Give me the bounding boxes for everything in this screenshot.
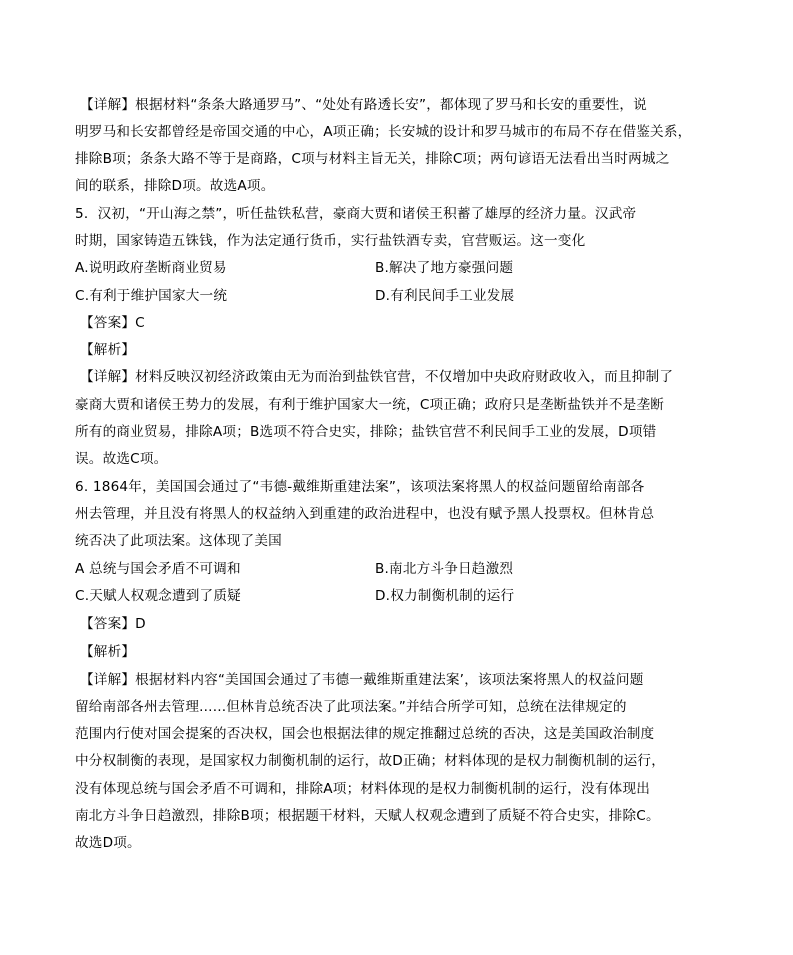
question-6-option-a: A 总统与国会矛盾不可调和 <box>75 561 241 577</box>
question-6-option-c: C.天赋人权观念遭到了质疑 <box>75 588 241 604</box>
explanation-q6-line-1: 【详解】根据材料内容“美国国会通过了韦德一戴维斯重建法案’，该项法案将黑人的权益问题 <box>80 672 644 688</box>
question-5-stem-line-2: 时期，国家铸造五铢钱，作为法定通行货币，实行盐铁酒专卖，官营贩运。这一变化 <box>75 233 586 249</box>
explanation-q4-line-2: 明罗马和长安都曾经是帝国交通的中心，A项正确；长安城的设计和罗马城市的布局不存在借鉴关系， <box>75 124 692 140</box>
explanation-q4-line-3: 排除B项；条条大路不等于是商路，C项与材料主旨无关，排除C项；两句谚语无法看出当时两城之 <box>75 151 670 167</box>
question-6-option-d: D.权力制衡机制的运行 <box>375 588 515 604</box>
question-5-option-b: B.解决了地方豪强问题 <box>375 260 514 276</box>
question-6-option-b: B.南北方斗争日趋激烈 <box>375 561 514 577</box>
question-6-stem-line-2: 州去管理，并且没有将黑人的权益纳入到重建的政治进程中，也没有赋予黑人投票权。但林肯总 <box>75 506 655 522</box>
question-5-stem-line-1: 5．汉初，“开山海之禁”，听任盐铁私营，豪商大贾和诸侯王积蓄了雄厚的经济力量。汉武帝 <box>75 206 637 222</box>
question-5-option-a: A.说明政府垄断商业贸易 <box>75 260 227 276</box>
question-5-analysis-heading: 【解析】 <box>80 342 136 358</box>
question-5-option-c: C.有利于维护国家大一统 <box>75 288 228 304</box>
explanation-q5-line-4: 误。故选C项。 <box>75 451 168 467</box>
question-6-stem-line-1: 6. 1864年，美国国会通过了“韦德-戴维斯重建法案”，该项法案将黑人的权益问题留给南部各 <box>75 479 645 495</box>
question-5-option-d: D.有利民间手工业发展 <box>375 288 515 304</box>
explanation-q4-line-4: 间的联系，排除D项。故选A项。 <box>75 178 275 194</box>
explanation-q6-line-3: 范围内行使对国会提案的否决权，国会也根据法律的规定推翻过总统的否决，这是美国政治制度 <box>75 726 655 742</box>
explanation-q6-line-2: 留给南部各州去管理......但林肯总统否决了此项法案。”并结合所学可知，总统在法律规定的 <box>75 699 627 715</box>
explanation-q6-line-4: 中分权制衡的表现，是国家权力制衡机制的运行，故D正确；材料体现的是权力制衡机制的运行， <box>75 753 666 769</box>
question-6-stem-line-3: 统否决了此项法案。这体现了美国 <box>75 533 282 549</box>
question-6-answer: 【答案】D <box>80 616 146 632</box>
explanation-q6-line-6: 南北方斗争日趋激烈，排除B项；根据题干材料，天赋人权观念遭到了质疑不符合史实，排除C。 <box>75 808 660 824</box>
explanation-q6-line-5: 没有体现总统与国会矛盾不可调和，排除A项；材料体现的是权力制衡机制的运行，没有体现出 <box>75 781 651 797</box>
explanation-q5-line-2: 豪商大贾和诸侯王势力的发展，有利于维护国家大一统，C项正确；政府只是垄断盐铁并不是垄断 <box>75 397 665 413</box>
explanation-q5-line-1: 【详解】材料反映汉初经济政策由无为而治到盐铁官营，不仅增加中央政府财政收入，而且抑制了 <box>80 369 674 385</box>
question-5-answer: 【答案】C <box>80 315 145 331</box>
explanation-q5-line-3: 所有的商业贸易，排除A项；B选项不符合史实，排除；盐铁官营不利民间手工业的发展，D项错 <box>75 424 657 440</box>
question-6-analysis-heading: 【解析】 <box>80 644 136 660</box>
explanation-q4-line-1: 【详解】根据材料“条条大路通罗马”、“处处有路透长安”，都体现了罗马和长安的重要性，说 <box>80 97 647 113</box>
explanation-q6-line-7: 故选D项。 <box>75 835 141 851</box>
